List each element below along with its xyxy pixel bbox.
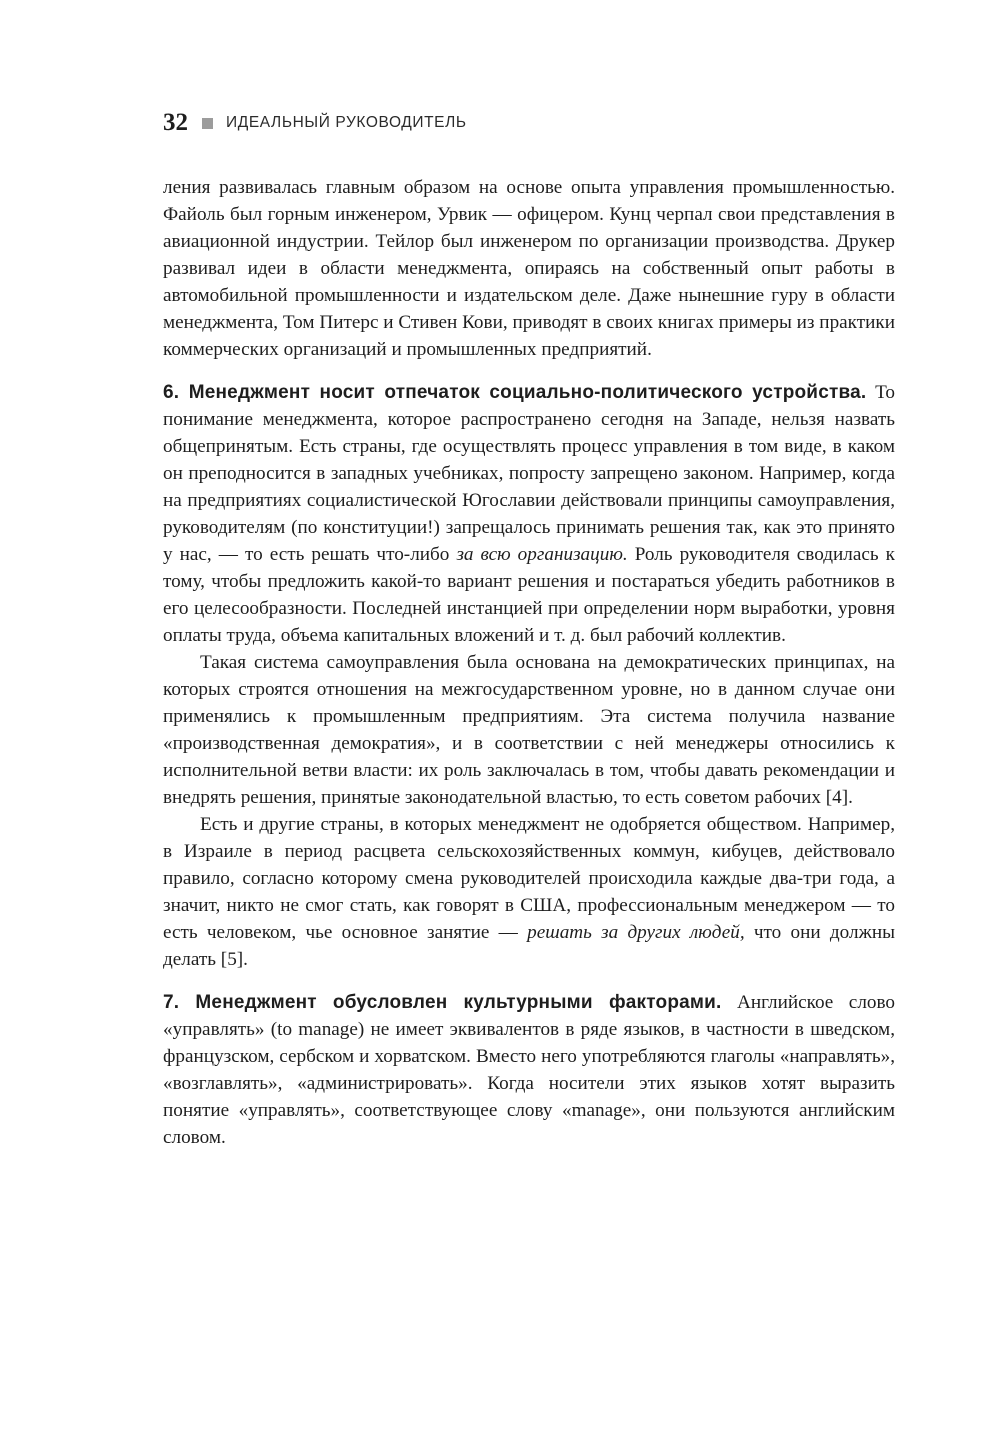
point-6-heading: 6. Менеджмент носит отпечаток социально-политического устройства. xyxy=(163,382,867,403)
running-title: ИДЕАЛЬНЫЙ РУКОВОДИТЕЛЬ xyxy=(226,114,467,131)
paragraph-text: Английское слово «управлять» (to manage) не имеет эквивалентов в ряде языков, в частности в шведском, французском, сербском и хорватском. Вместо него употребляются глаголы «направлять», «возглавлять», «администрировать». Когда носители этих языков хотят выразить понятие «управлять», соответствующее слову «manage», они пользуются английским словом. xyxy=(163,992,896,1148)
paragraph-other-countries xyxy=(163,811,895,973)
italic-emphasis: за всю организацию. xyxy=(456,544,628,565)
italic-emphasis: решать за других людей, xyxy=(527,922,745,943)
square-bullet-icon xyxy=(202,118,213,129)
paragraph-continuation xyxy=(163,174,895,363)
paragraph-point-6 xyxy=(163,379,895,649)
paragraph-point-7 xyxy=(163,989,895,1151)
paragraph-text: Такая система самоуправления была основана на демократических принципах, на которых строятся отношения на межгосударственном уровне, но в данном случае они применялись к промышленным предприятиям. Эта система получила название «производственная демократия», и в соответствии с ней менеджеры относились к исполнительной ветви власти: их роль заключалась в том, чтобы давать рекомендации и внедрять решения, принятые законодательной властью, то есть советом рабочих [4]. xyxy=(163,652,895,808)
page-header xyxy=(163,106,467,140)
body-text xyxy=(163,174,895,1151)
paragraph-self-management xyxy=(163,649,895,811)
paragraph-text: Есть и другие страны, в которых менеджмент не одобряется обществом. Например, в Израиле в период расцвета сельскохозяйственных коммун, кибуцев, действовало правило, согласно которому смена руководителей происходила каждые два-три года, а значит, никто не смог стать, как говорят в США, профессиональным менеджером — то есть человеком, чье основное занятие — xyxy=(163,814,895,943)
point-7-heading: 7. Менеджмент обусловлен культурными факторами. xyxy=(163,992,722,1013)
paragraph-text: ления развивалась главным образом на основе опыта управления промышленностью. Файоль был горным инженером, Урвик — офицером. Кунц черпал свои представления в авиационной индустрии. Тейлор был инженером по организации производства. Друкер развивал идеи в области менеджмента, опираясь на собственный опыт работы в автомобильной промышленности и издательском деле. Даже нынешние гуру в области менеджмента, Том Питерс и Стивен Кови, приводят в своих книгах примеры из практики коммерческих организаций и промышленных предприятий. xyxy=(163,177,895,360)
paragraph-text: То понимание менеджмента, которое распространено сегодня на Западе, нельзя назвать общепринятым. Есть страны, где осуществлять процесс управления в том виде, в каком он преподносится в западных учебниках, попросту запрещено законом. Например, когда на предприятиях социалистической Югославии действовали принципы самоуправления, руководителям (по конституции!) запрещалось принимать решения так, как это принято у нас, — то есть решать что-либо xyxy=(163,382,895,565)
paragraph-text: что они должны делать [5]. xyxy=(163,922,895,970)
paragraph-text: Роль руководителя сводилась к тому, чтобы предложить какой-то вариант решения и постараться убедить работников в его целесообразности. Последней инстанцией при определении норм выработки, уровня оплаты труда, объема капитальных вложений и т. д. был рабочий коллектив. xyxy=(163,544,896,646)
page-number: 32 xyxy=(163,109,188,136)
